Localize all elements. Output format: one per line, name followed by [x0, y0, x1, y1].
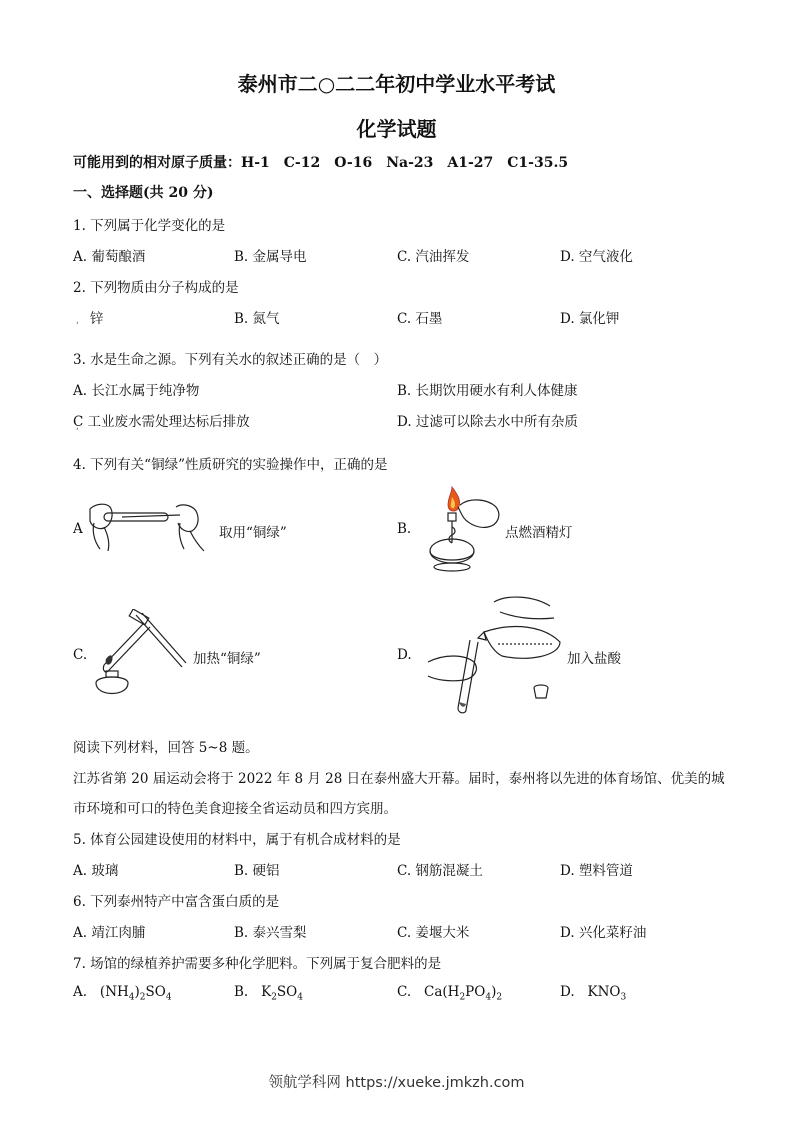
- q1-option-a: A. 葡萄酿酒: [73, 249, 146, 265]
- lighting-alcohol-lamp-figure: [418, 483, 504, 573]
- formula-part: (NH: [99, 984, 129, 1000]
- formula-subscript: 4: [128, 992, 135, 1003]
- q6-option-c: C. 姜堰大米: [397, 925, 470, 941]
- q2-stem: 2. 下列物质由分子构成的是: [73, 280, 239, 296]
- q3-option-a: A. 长江水属于纯净物: [73, 383, 200, 399]
- q1-option-b: B. 金属导电: [234, 249, 307, 265]
- formula-part: SO: [276, 984, 298, 1000]
- formula-part: KNO: [587, 984, 621, 1000]
- q4-option-d-text: 加入盐酸: [567, 651, 621, 667]
- atomic-masses: 可能用到的相对原子质量：H-1 C-12 O-16 Na-23 A1-27 C1-35.5: [73, 155, 569, 171]
- q3-stem: 3. 水是生命之源。下列有关水的叙述正确的是（ ）: [73, 352, 388, 368]
- q7-option-c-letter: C.: [397, 984, 412, 1000]
- q6-option-b: B. 泰兴雪梨: [234, 925, 307, 941]
- formula-part: K: [261, 984, 272, 1000]
- test-tube-taking-powder-figure: [82, 493, 210, 557]
- q4-option-b-text: 点燃酒精灯: [505, 525, 573, 541]
- q7-option-b: [234, 984, 303, 1003]
- q5-stem: 5. 体育公园建设使用的材料中，属于有机合成材料的是: [73, 832, 401, 848]
- q4-option-a-letter: A: [73, 521, 83, 537]
- section-heading: 一、选择题(共 20 分): [73, 185, 214, 201]
- q6-stem: 6. 下列泰州特产中富含蛋白质的是: [73, 894, 280, 910]
- reading-intro: 阅读下列材料，回答 5~8 题。: [73, 740, 259, 756]
- q2-option-b: B. 氮气: [234, 311, 280, 327]
- q7-option-d: [560, 984, 626, 1003]
- q2-option-d: D. 氯化钾: [560, 311, 620, 327]
- q3-option-c: C 工业废水需处理达标后排放: [73, 414, 250, 430]
- q4-option-b-letter: B.: [397, 521, 412, 537]
- q5-option-d: D. 塑料管道: [560, 863, 633, 879]
- q3-option-d: D. 过滤可以除去水中所有杂质: [397, 414, 578, 430]
- formula-subscript: 3: [620, 992, 627, 1003]
- q4-stem: 4. 下列有关“铜绿”性质研究的实验操作中，正确的是: [73, 457, 388, 473]
- q5-option-c: C. 钢筋混凝土: [397, 863, 483, 879]
- scan-mark: ʹ: [76, 322, 79, 332]
- q7-stem: 7. 场馆的绿植养护需要多种化学肥料。下列属于复合肥料的是: [73, 956, 442, 972]
- page-subtitle: 化学试题: [356, 117, 437, 141]
- q4-option-c-letter: C.: [73, 647, 88, 663]
- formula-subscript: 4: [297, 992, 303, 1003]
- q4-option-c-text: 加热“铜绿”: [193, 651, 261, 667]
- formula-part: PO: [465, 984, 486, 1000]
- heating-test-tube-figure: [92, 609, 188, 705]
- formula-part: ): [491, 984, 497, 1000]
- formula-subscript: 2: [139, 992, 146, 1003]
- q7-option-c: [397, 984, 502, 1003]
- reading-paragraph-line-2: 市环境和可口的特色美食迎接全省运动员和四方宾朋。: [73, 801, 397, 817]
- scan-mark: ʹ: [76, 428, 79, 438]
- formula-subscript: 4: [485, 992, 492, 1003]
- formula-part: Ca(H: [424, 984, 460, 1000]
- q5-option-b: B. 硬铝: [234, 863, 280, 879]
- q1-option-c: C. 汽油挥发: [397, 249, 470, 265]
- footer-watermark: 领航学科网 https://xueke.jmkzh.com: [268, 1075, 525, 1091]
- q2-option-a: 锌: [90, 311, 104, 327]
- q6-option-a: A. 靖江肉脯: [73, 925, 146, 941]
- q1-option-d: D. 空气液化: [560, 249, 633, 265]
- formula-subscript: 2: [459, 992, 466, 1003]
- q7-option-d-letter: D.: [560, 984, 575, 1000]
- formula-part: SO: [145, 984, 166, 1000]
- page-title: 泰州市二○二二年初中学业水平考试: [237, 72, 556, 96]
- reading-paragraph-line-1: 江苏省第 20 届运动会将于 2022 年 8 月 28 日在泰州盛大开幕。届时，泰州将以先进的体育场馆、优美的城: [73, 771, 725, 787]
- q7-option-a: [73, 984, 172, 1003]
- q3-option-b: B. 长期饮用硬水有利人体健康: [397, 383, 578, 399]
- q6-option-d: D. 兴化菜籽油: [560, 925, 647, 941]
- q7-option-a-letter: A.: [73, 984, 88, 1000]
- formula-subscript: 2: [496, 992, 503, 1003]
- q1-stem: 1. 下列属于化学变化的是: [73, 218, 226, 234]
- q2-option-c: C. 石墨: [397, 311, 443, 327]
- q4-option-a-text: 取用“铜绿”: [219, 525, 287, 541]
- formula-subscript: 2: [271, 992, 277, 1003]
- q5-option-a: A. 玻璃: [73, 863, 119, 879]
- formula-subscript: 4: [165, 992, 172, 1003]
- pouring-acid-figure: [424, 592, 564, 716]
- formula-part: ): [134, 984, 140, 1000]
- q7-option-b-letter: B.: [234, 984, 249, 1000]
- q4-option-d-letter: D.: [397, 647, 412, 663]
